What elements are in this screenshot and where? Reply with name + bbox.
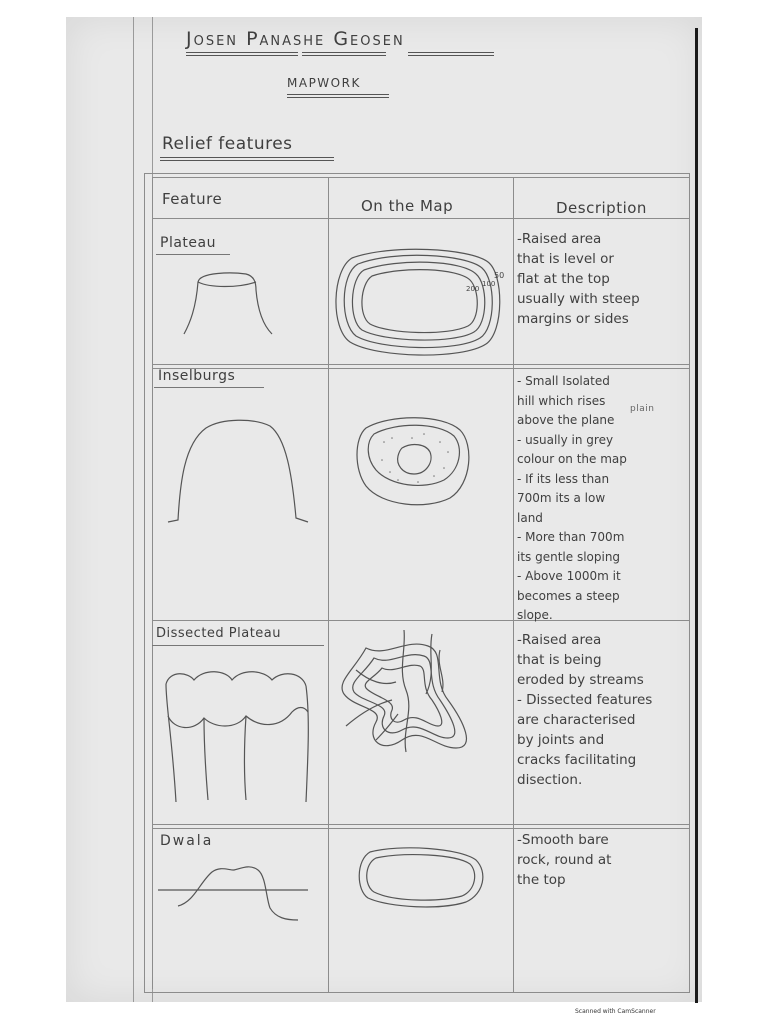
table-border-top: [144, 173, 689, 174]
description-inselburgs: - Small Isolated hill which rises above the plane - usually in grey colour on the map - If its less than 700m its a low land - More than 700m its gentle sloping - Above 1000m it becomes a steep slope.: [517, 374, 627, 622]
feature-dwala: Dwala: [160, 833, 214, 849]
correction-plain: plain: [630, 404, 655, 414]
dwala-profile-sketch: [154, 862, 314, 926]
feature-dissected-underline: [152, 645, 324, 646]
subject-underline: [287, 94, 389, 95]
row-divider-3b: [152, 828, 689, 829]
description-dwala: -Smooth bare rock, round at the top: [517, 832, 612, 888]
page-edge: [695, 28, 698, 1003]
dissected-plateau-profile-sketch: [160, 666, 316, 806]
table-border-left: [144, 173, 145, 993]
feature-inselburgs: Inselburgs: [158, 368, 236, 384]
contour-label-200: 200: [466, 285, 480, 293]
col-header-description: Description: [556, 199, 647, 217]
author-underline: [186, 52, 298, 53]
author-underline-5: [408, 52, 494, 53]
margin-line: [133, 17, 134, 1002]
contour-label-50: 50: [494, 271, 505, 280]
table-border-top-inner: [152, 177, 689, 178]
row-divider-3: [152, 824, 689, 825]
section-underline-2: [160, 160, 334, 161]
row-divider-1: [152, 364, 689, 365]
col-divider-2: [513, 177, 514, 992]
plateau-profile-sketch: [170, 268, 280, 338]
table-border-left-inner: [152, 177, 153, 989]
plateau-contour-map: [330, 240, 510, 362]
col-divider-1: [328, 177, 329, 992]
feature-plateau: Plateau: [160, 235, 216, 251]
subject-underline-2: [287, 97, 389, 98]
description-dissected-plateau: -Raised area that is being eroded by streams - Dissected features are characterised by joints and cracks facilitating disection.: [517, 632, 653, 788]
author-underline-2: [186, 55, 298, 56]
section-underline: [160, 157, 334, 158]
header-divider: [152, 218, 689, 219]
inselburg-profile-sketch: [166, 414, 312, 526]
scanner-watermark: Scanned with CamScanner: [575, 1008, 656, 1015]
feature-plateau-underline: [156, 254, 230, 255]
description-plateau: -Raised area that is level or flat at the top usually with steep margins or sides: [517, 231, 640, 327]
col-header-feature: Feature: [162, 190, 223, 208]
author-name: Josen Panashe Geosen: [186, 28, 405, 50]
author-underline-3: [302, 52, 386, 53]
feature-inselburgs-underline: [154, 387, 264, 388]
section-heading: Relief features: [162, 134, 293, 154]
col-header-map: On the Map: [361, 197, 454, 215]
contour-label-100: 100: [482, 280, 496, 288]
subject-title: MAPWORK: [287, 76, 361, 90]
author-underline-4: [302, 55, 386, 56]
dwala-contour-map: [356, 844, 488, 910]
feature-dissected-plateau: Dissected Plateau: [156, 626, 282, 641]
inselburg-contour-map: [354, 412, 474, 508]
dissected-plateau-contour-map: [336, 630, 478, 754]
author-underline-6: [408, 55, 494, 56]
table-border-bottom: [144, 992, 689, 993]
table-border-right: [689, 173, 690, 993]
